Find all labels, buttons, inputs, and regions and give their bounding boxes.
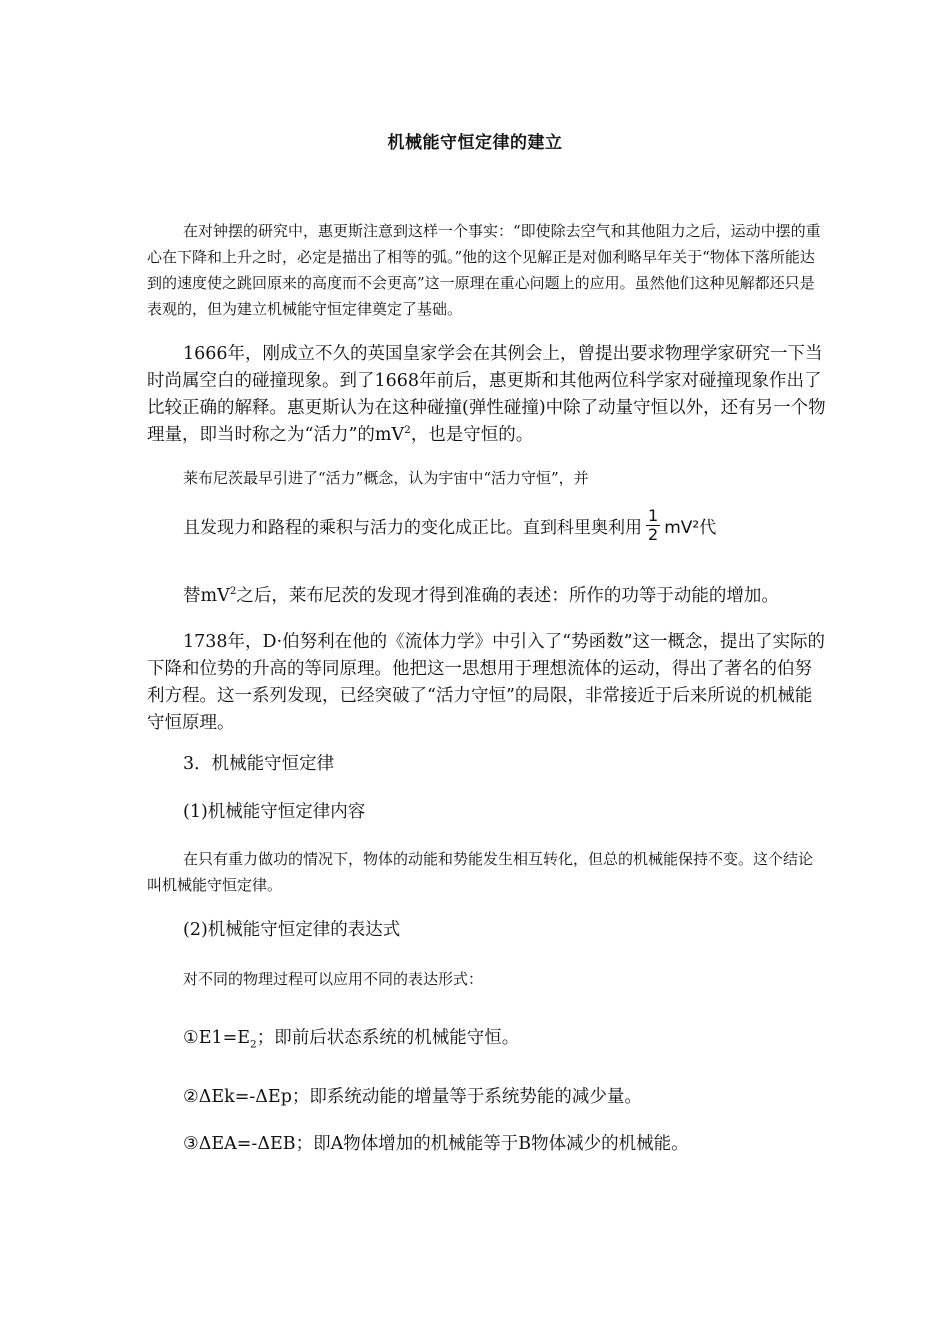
paragraph-text: 1666年，刚成立不久的英国皇家学会在其例会上，曾提出要求物理学家研究一下当时尚属空白的碰撞现象。到了1668年前后，惠更斯和其他两位科学家对碰撞现象作出了比较正确的解释。惠更斯认为在这种碰撞(弹性碰撞)中除了动量守恒以外，还有另一个物理量，即当时称之为“活力”的mV <box>147 344 826 445</box>
formula-text: mV²代 <box>664 518 717 538</box>
fraction-numerator: 1 <box>648 505 659 525</box>
subsection-heading-content: (1)机械能守恒定律内容 <box>183 802 366 822</box>
paragraph-royal-society-collision <box>147 341 827 449</box>
superscript: 2 <box>229 585 237 598</box>
paragraph-text: 且发现力和路程的乘积与活力的变化成正比。直到科里奥利用 <box>183 518 642 538</box>
subscript: 2 <box>250 1038 257 1051</box>
formula-1 <box>183 1025 519 1052</box>
subsection-heading-expressions: (2)机械能守恒定律的表达式 <box>183 920 401 940</box>
paragraph-coriolis <box>183 505 717 548</box>
paragraph-text-tail: 之后，莱布尼茨的发现才得到准确的表述：所作的功等于动能的增加。 <box>236 586 779 606</box>
paragraph-expression-intro: 对不同的物理过程可以应用不同的表达形式： <box>183 970 484 988</box>
paragraph-law-content: 在只有重力做功的情况下，物体的动能和势能发生相互转化，但总的机械能保持不变。这个结论叫机械能守恒定律。 <box>147 850 814 894</box>
paragraph-bernoulli: 1738年，D·伯努利在他的《流体力学》中引入了“势函数”这一概念，提出了实际的下降和位势的升高的等同原理。他把这一思想用于理想流体的运动，得出了著名的伯努利方程。这一系列发现，已经突破了“活力守恒”的局限，非常接近于后来所说的机械能守恒原理。 <box>147 632 826 733</box>
section-heading-3: 3．机械能守恒定律 <box>183 754 335 774</box>
superscript: 2 <box>404 424 411 437</box>
paragraph-text-tail: ，也是守恒的。 <box>410 425 534 445</box>
paragraph-work-energy <box>183 583 779 610</box>
fraction-one-half <box>646 507 660 544</box>
paragraph-text: 替mV <box>183 586 230 606</box>
formula-prefix: ①E1=E <box>183 1028 251 1048</box>
page-title: 机械能守恒定律的建立 <box>387 133 563 153</box>
formula-3: ③ΔEA=-ΔEB；即A物体增加的机械能等于B物体减少的机械能。 <box>183 1134 689 1154</box>
fraction-denominator: 2 <box>648 524 659 544</box>
paragraph-leibniz-intro: 莱布尼茨最早引进了“活力”概念，认为宇宙中“活力守恒”，并 <box>183 469 589 487</box>
paragraph-huygens-pendulum: 在对钟摆的研究中，惠更斯注意到这样一个事实：“即使除去空气和其他阻力之后，运动中摆的重心在下降和上升之时，必定是描出了相等的弧。”他的这个见解正是对伽利略早年关于“物体下落所能达到的速度使之跳回原来的高度而不会更高”这一原理在重心问题上的应用。虽然他们这种见解都还只是表观的，但为建立机械能守恒定律奠定了基础。 <box>147 222 821 318</box>
formula-tail: ；即前后状态系统的机械能守恒。 <box>256 1028 520 1048</box>
formula-2: ②ΔEk=-ΔEp；即系统动能的增量等于系统势能的减少量。 <box>183 1087 642 1107</box>
